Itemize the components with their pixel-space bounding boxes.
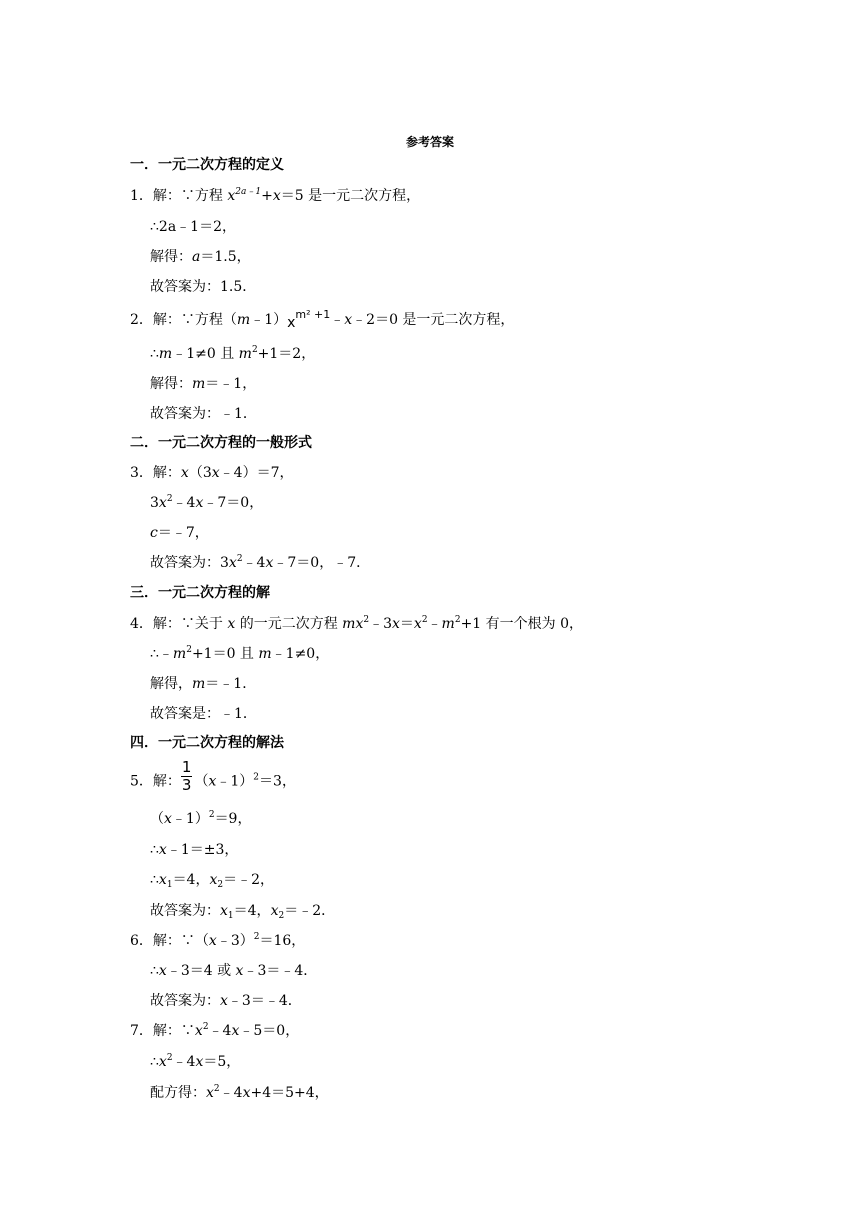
section-heading: 一．一元二次方程的定义 bbox=[130, 157, 284, 173]
answer-line: 解得：m＝﹣1， bbox=[150, 376, 257, 392]
answer-line: 故答案为：﹣1． bbox=[150, 406, 257, 422]
answer-line: $3x^2﹣4x﹣7=0$， bbox=[150, 494, 264, 511]
answer-line: $\therefore﹣m^2+1=0$ 且 m﹣1≠0， bbox=[150, 645, 330, 662]
section-heading: 三．一元二次方程的解 bbox=[130, 585, 270, 601]
answer-line: 3．解：x（3x﹣4）＝7， bbox=[130, 465, 294, 481]
answer-line: ∴m﹣1≠0 且 $m^2+1=2$， bbox=[150, 345, 316, 362]
answer-line: 解得，m＝﹣1． bbox=[150, 676, 257, 692]
answer-line: 4．解：∵关于 x 的一元二次方程 $mx^2﹣3x=x^2﹣m^2+1$ 有一个根为 0， bbox=[130, 615, 584, 632]
section-heading: 二．一元二次方程的一般形式 bbox=[130, 435, 312, 451]
answer-line: 解得：a＝1.5， bbox=[150, 249, 251, 265]
answer-line: 故答案为：1.5． bbox=[150, 279, 257, 295]
answer-line: 6．解：∵（x﹣3）$^2$＝16， bbox=[130, 932, 306, 949]
answer-line: 1．解：∵方程 $x^{2a﹣1}+x=5$ 是一元二次方程， bbox=[130, 187, 421, 204]
answer-line: 5．解： $\frac{1}{3}$ （x﹣1）$^2$＝3， bbox=[130, 758, 296, 794]
page-title: 参考答案 bbox=[405, 135, 454, 149]
fraction: $\frac{1}{3}$ bbox=[181, 758, 192, 794]
answer-line: 故答案是：﹣1． bbox=[150, 706, 257, 722]
answer-line: 故答案为：$x_1=4$，$x_2=﹣2$． bbox=[150, 903, 336, 921]
section-heading: 四．一元二次方程的解法 bbox=[130, 735, 284, 751]
answer-line: 故答案为：$3x^2﹣4x﹣7=0$，﹣7． bbox=[150, 554, 371, 571]
answer-line: 2．解：∵方程$(m﹣1)x^{m^2 +1}﹣x﹣2=0$ 是一元二次方程， bbox=[130, 308, 515, 331]
answer-line: $\therefore x_1=4$，$x_2=﹣2$， bbox=[150, 872, 275, 890]
answer-line: （x﹣1）$^2$＝9， bbox=[150, 810, 252, 827]
answer-line: 7．解：$\because x^2﹣4x﹣5=0$， bbox=[130, 1022, 300, 1039]
answer-line: 配方得：$x^2﹣4x+4=5+4$， bbox=[150, 1084, 329, 1101]
answer-line: c＝﹣7， bbox=[150, 525, 209, 541]
answer-line: ∴2a﹣1＝2， bbox=[150, 219, 236, 235]
answer-line: ∴x﹣3＝4 或 x﹣3＝﹣4． bbox=[150, 963, 318, 979]
answer-line: ∴x﹣1＝±3， bbox=[150, 842, 239, 858]
answer-line: 故答案为：x﹣3＝﹣4． bbox=[150, 993, 302, 1009]
answer-line: $\therefore x^2﹣4x=5$， bbox=[150, 1053, 241, 1070]
